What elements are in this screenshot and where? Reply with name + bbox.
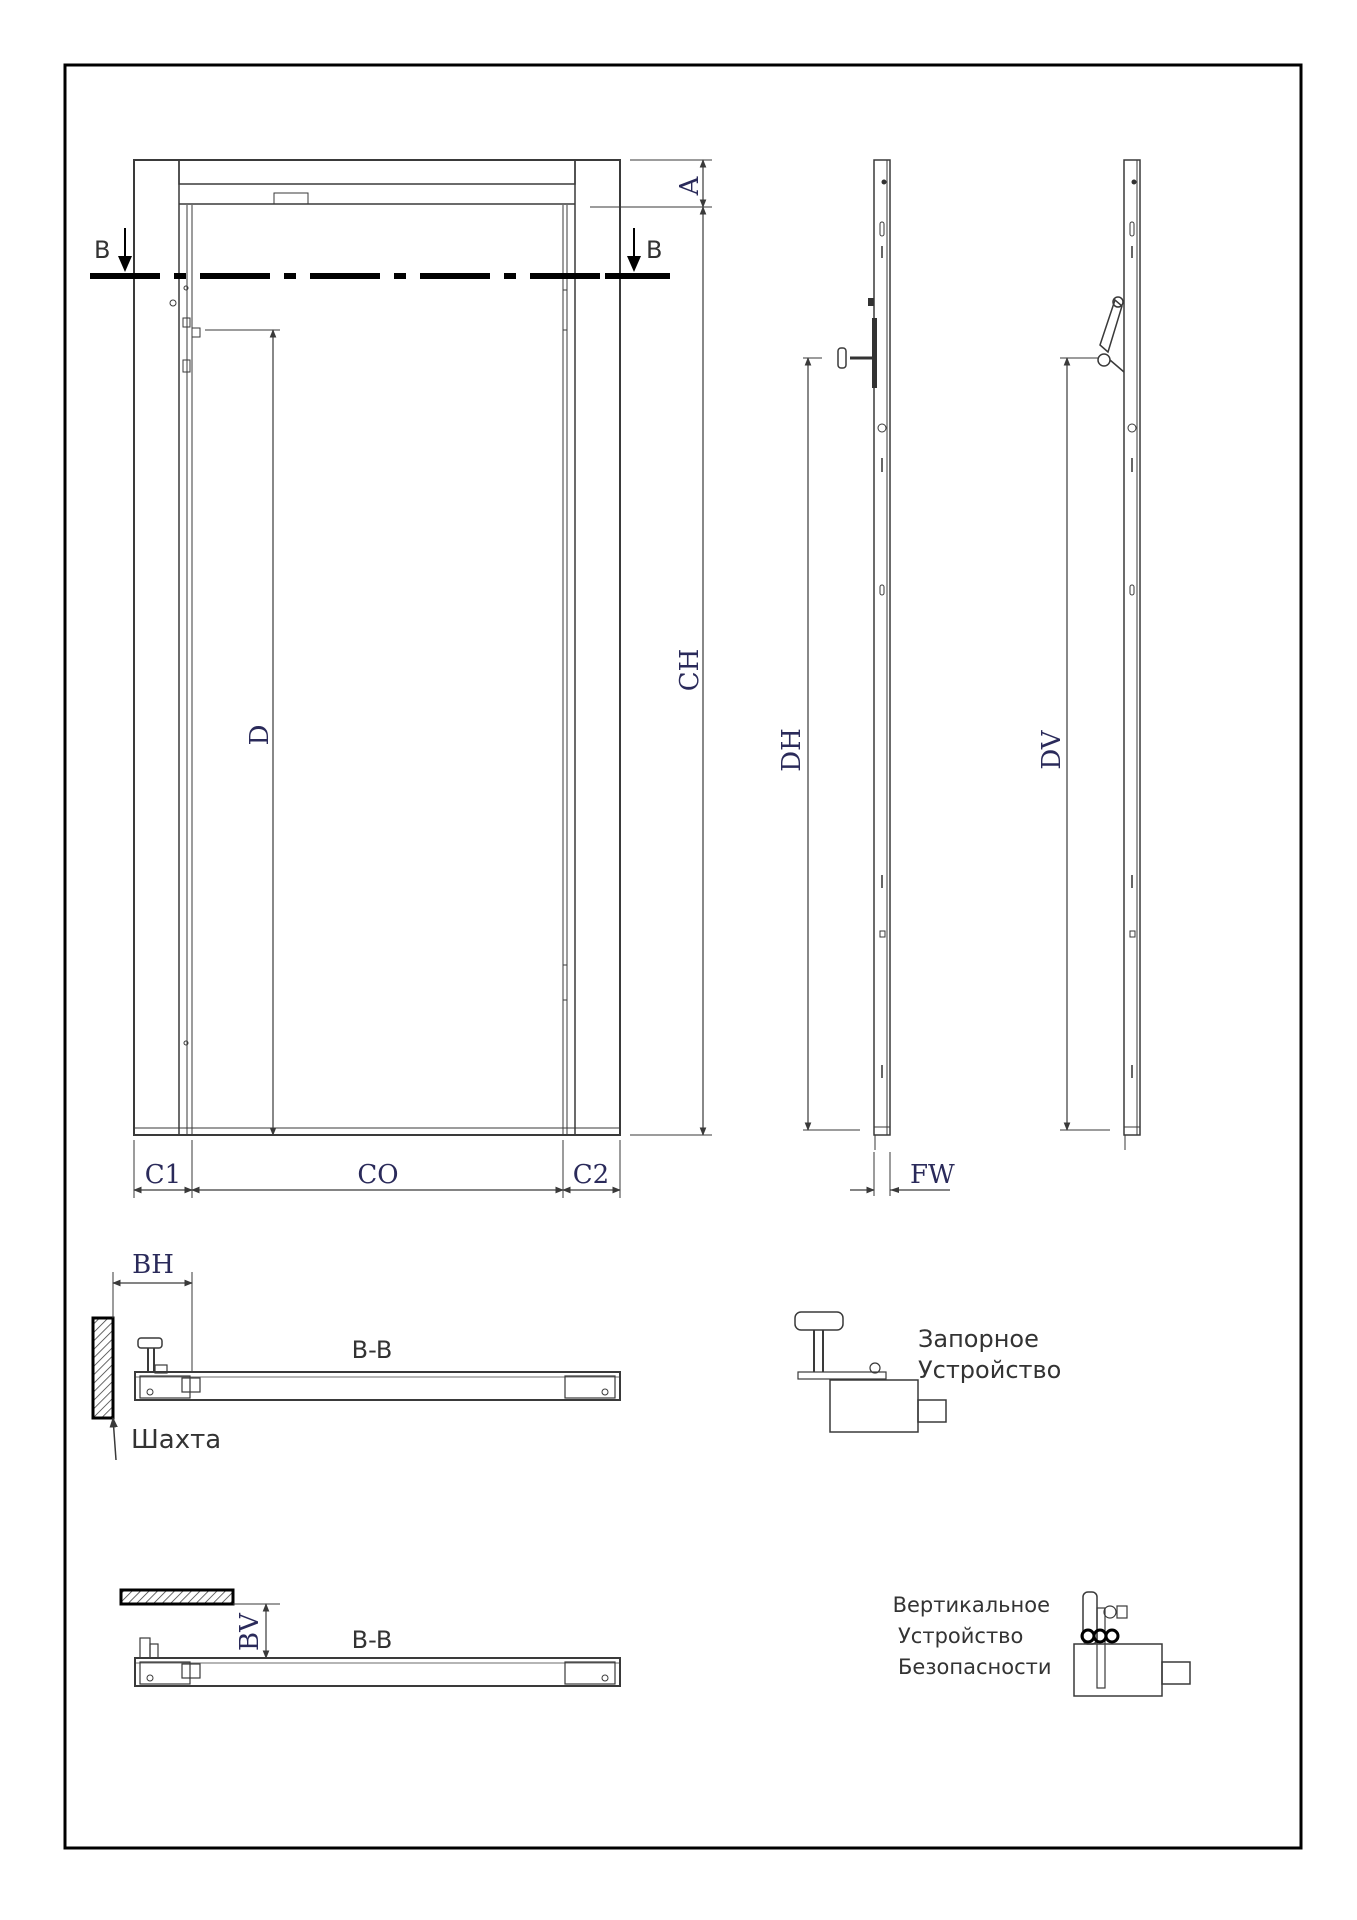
section-1-title: B-B (351, 1336, 393, 1364)
lock-device-label-line1: Запорное (918, 1325, 1039, 1353)
dimension-dh-label: DH (777, 728, 807, 772)
section-bh (93, 1250, 620, 1460)
safety-device-label-line1: Вертикальное (892, 1593, 1050, 1617)
dimension-co-label: CO (357, 1160, 399, 1190)
dimension-fw-label: FW (910, 1160, 955, 1190)
dimension-dv-label: DV (1037, 730, 1067, 770)
side-view-safety (1037, 160, 1140, 1150)
sheet-border (65, 65, 1301, 1848)
lock-device-label-line2: Устройство (918, 1356, 1062, 1384)
safety-device-label-line2: Устройство (898, 1624, 1024, 1648)
dimension-d-label: D (245, 724, 275, 746)
dimension-ch-label: CH (675, 648, 705, 692)
dimension-bv-label: BV (235, 1613, 265, 1651)
safety-device-label-line3: Безопасности (898, 1655, 1052, 1679)
safety-device-detail (893, 1592, 1190, 1696)
dimension-bh-label: BH (132, 1250, 174, 1280)
front-view (90, 160, 712, 1198)
section-mark-left: B (94, 236, 111, 264)
side-view-lock (777, 160, 955, 1196)
shaft-label: Шахта (131, 1425, 222, 1455)
dimension-a-label: A (675, 176, 705, 196)
section-mark-right: B (646, 236, 663, 264)
dimension-c2-label: C2 (572, 1160, 610, 1190)
dimension-c1-label: C1 (144, 1160, 182, 1190)
section-bv (121, 1590, 620, 1686)
section-2-title: B-B (351, 1626, 393, 1654)
lock-device-detail (795, 1312, 1061, 1432)
